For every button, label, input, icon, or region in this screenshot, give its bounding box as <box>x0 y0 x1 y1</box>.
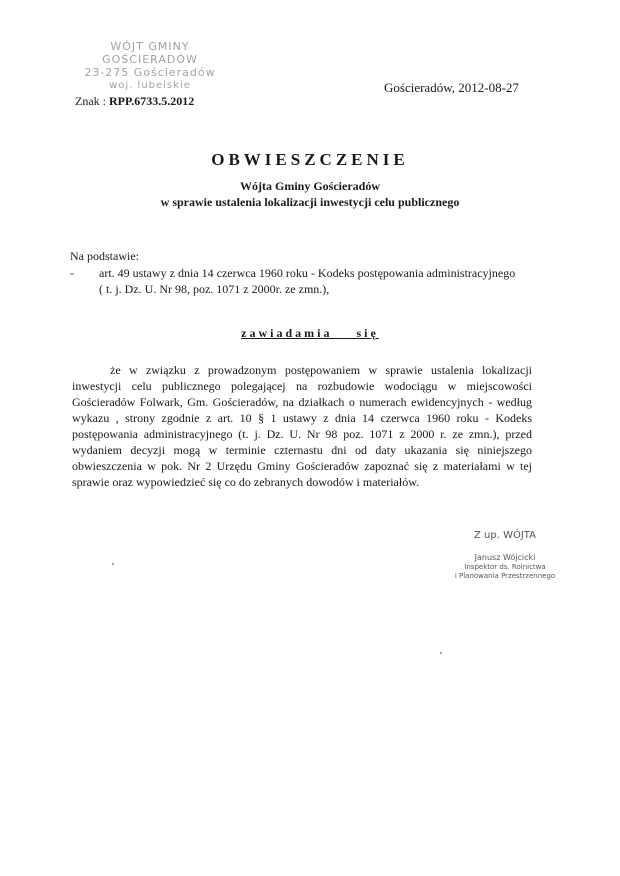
document-title: OBWIESZCZENIE <box>211 150 409 169</box>
legal-basis-item-line-1: art. 49 ustawy z dnia 14 czerwca 1960 roku - Kodeks postępowania administracyjnego <box>99 266 516 280</box>
scan-speck <box>440 652 442 654</box>
stamp-line-3: woj. lubelskie <box>109 80 191 91</box>
document-subtitle-authority: Wójta Gminy Gościeradów <box>240 179 380 193</box>
signature-name: Janusz Wójcicki <box>474 553 536 562</box>
stamp-line-1: WÓJT GMINY GOŚCIERADÓW <box>102 40 198 66</box>
scan-speck <box>112 563 114 565</box>
notice-body: że w związku z prowadzonym postępowaniem w sprawie ustalenia lokalizacji inwestycji celu publicznego polegającej na rozbudowie wodociągu w miejscowości Gościeradów Folwark, Gm. Gościeradów, na działkach o numerach ewidencyjnych - według wykazu , strony zgodnie z art. 10 § 1 ustawy z dnia 14 czerwca 1960 roku - Kodeks postępowania administracyjnego (t. j. Dz. U. Nr 98 poz. 1071 z 2000 r. ze zmn.), przed wydaniem decyzji mogą w terminie czternastu dni od daty ukazania się niniejszego obwieszczenia w pok. Nr 2 Urzędu Gminy Gościeradów zapoznać się z materiałami w tej sprawie oraz wypowiedzieć się co do zebranych dowodów i materiałów. <box>72 363 532 489</box>
signature-block <box>440 530 570 581</box>
reference-value: RPP.6733.5.2012 <box>109 94 195 108</box>
reference-label: Znak : <box>75 94 106 108</box>
office-stamp <box>70 40 230 92</box>
stamp-line-2: 23-275 Gościeradów <box>84 66 216 79</box>
signature-authority: Z up. WÓJTA <box>474 530 536 541</box>
legal-basis-item-line-2: ( t. j. Dz. U. Nr 98, poz. 1071 z 2000r. ze zmn.), <box>99 282 330 296</box>
notice-heading <box>0 326 620 341</box>
document-subtitle-subject: w sprawie ustalenia lokalizacji inwestycji celu publicznego <box>160 195 460 209</box>
reference-number <box>75 94 194 109</box>
signature-position-line-2: i Planowania Przestrzennego <box>454 572 556 580</box>
place-and-date: Gościeradów, 2012-08-27 <box>384 80 519 95</box>
signature-position-line-1: Inspektor ds. Rolnictwa <box>464 563 546 571</box>
notice-heading-text: zawiadamia się <box>241 326 379 340</box>
legal-basis-label: Na podstawie: <box>70 249 139 263</box>
legal-basis-bullet: - <box>70 266 74 280</box>
